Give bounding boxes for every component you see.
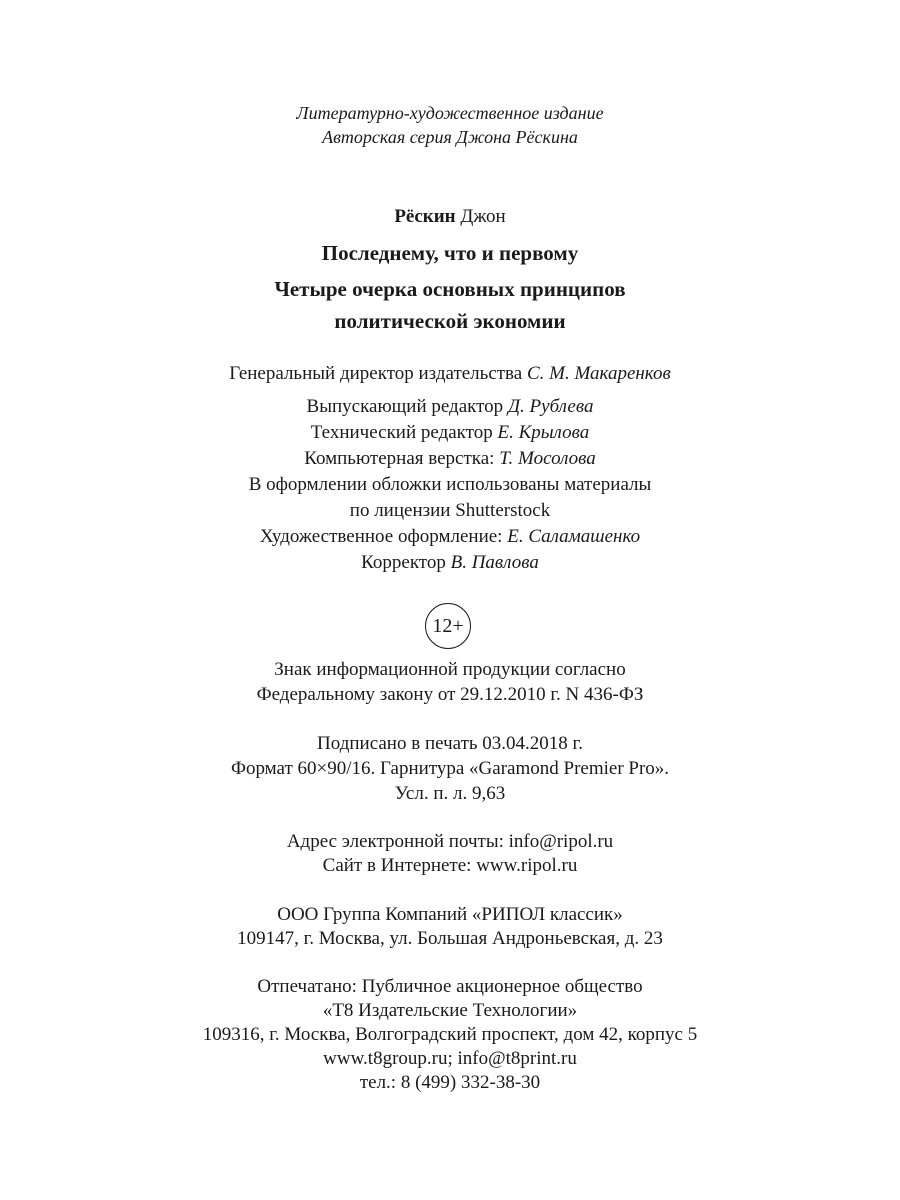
- credit-role: Генеральный директор издательства: [229, 363, 523, 384]
- book-title: Последнему, что и первому: [321, 241, 579, 265]
- credit-general-director: [0, 361, 900, 387]
- author: [0, 204, 900, 230]
- printer-line-2: «Т8 Издательские Технологии»: [322, 1000, 578, 1021]
- author-given-name: Джон: [460, 206, 506, 227]
- print-format: Формат 60×90/16. Гарнитура «Garamond Premier Pro».: [230, 758, 670, 779]
- credit-name: Д. Рублева: [507, 396, 594, 417]
- book-subtitle-line-2: политической экономии: [334, 309, 566, 333]
- age-rating-note-line-2: Федеральному закону от 29.12.2010 г. N 436-ФЗ: [256, 684, 644, 705]
- credit-art-design: [0, 524, 900, 550]
- credit-name: Е. Крылова: [497, 422, 590, 443]
- age-rating-badge: 12+: [425, 603, 471, 649]
- printer-phone: тел.: 8 (499) 332-38-30: [359, 1072, 541, 1093]
- credit-role: Выпускающий редактор: [306, 396, 504, 417]
- credit-cover-materials: В оформлении обложки использованы материалы: [248, 474, 652, 495]
- credit-role: Корректор: [361, 552, 446, 573]
- book-subtitle-line-1: Четыре очерка основных принципов: [274, 277, 626, 301]
- credit-name: С. М. Макаренков: [526, 363, 671, 384]
- age-rating-note-line-1: Знак информационной продукции согласно: [274, 659, 626, 680]
- contact-email: Адрес электронной почты: info@ripol.ru: [286, 831, 614, 852]
- publisher-address: 109147, г. Москва, ул. Большая Андроньевская, д. 23: [237, 928, 663, 949]
- credit-cover-license: по лицензии Shutterstock: [349, 500, 551, 521]
- credit-role: Компьютерная верстка:: [304, 448, 495, 469]
- printer-web: www.t8group.ru; info@t8print.ru: [323, 1048, 577, 1069]
- contact-website: Сайт в Интернете: www.ripol.ru: [322, 855, 578, 876]
- series-line-1: Литературно-художественное издание: [296, 103, 604, 123]
- print-signed-date: Подписано в печать 03.04.2018 г.: [317, 733, 583, 754]
- print-sheets: Усл. п. л. 9,63: [394, 783, 506, 804]
- credit-technical-editor: [0, 420, 900, 446]
- credit-executive-editor: [0, 394, 900, 420]
- credit-name: Т. Мосолова: [499, 448, 596, 469]
- author-surname: Рёскин: [394, 206, 456, 227]
- credit-role: Технический редактор: [310, 422, 493, 443]
- credit-name: В. Павлова: [450, 552, 539, 573]
- credit-proofreader: [0, 550, 900, 576]
- credit-name: Е. Саламашенко: [507, 526, 641, 547]
- printer-address: 109316, г. Москва, Волгоградский проспект, дом 42, корпус 5: [202, 1024, 698, 1045]
- series-line-2: Авторская серия Джона Рёскина: [322, 127, 578, 147]
- credit-layout: [0, 446, 900, 472]
- printer-line-1: Отпечатано: Публичное акционерное общество: [257, 976, 643, 997]
- publisher-name: ООО Группа Компаний «РИПОЛ классик»: [277, 904, 623, 925]
- credit-role: Художественное оформление:: [259, 526, 503, 547]
